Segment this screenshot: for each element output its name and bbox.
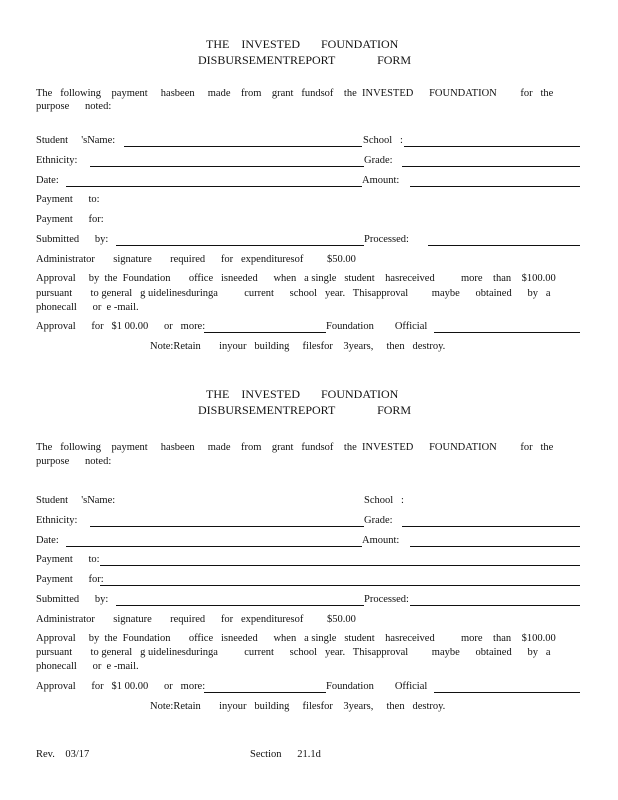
approval-for-label: Approval for $1 00.00 or more: — [36, 681, 206, 692]
payment-for-label: Payment for: — [36, 574, 104, 585]
payment-to-label: Payment to: — [36, 194, 100, 205]
submitted-by-field[interactable] — [116, 245, 364, 246]
ethnicity-field[interactable] — [90, 166, 364, 167]
form-title: THE INVESTED FOUNDATION — [206, 37, 399, 51]
student-name-label: Student 'sName: — [36, 495, 116, 506]
foundation-official-label: Foundation Official — [326, 321, 428, 332]
form-title: THE INVESTED FOUNDATION — [206, 387, 399, 401]
submitted-by-field[interactable] — [116, 605, 364, 606]
intro-text-line1: The following payment hasbeen made from grant fundsof the INVESTED FOUNDATION for the — [36, 442, 554, 453]
school-label: School : — [363, 135, 403, 146]
payment-to-field[interactable] — [100, 565, 580, 566]
school-field[interactable] — [404, 146, 580, 147]
grade-label: Grade: — [364, 515, 393, 526]
grade-field[interactable] — [402, 166, 580, 167]
admin-signature-note: Administrator signature required for expendituresof $50.00 — [36, 254, 356, 265]
foundation-official-field[interactable] — [434, 332, 580, 333]
approval-text-line1: Approval by the Foundation office isneeded when a single student hasreceived more than $100.00 — [36, 633, 556, 644]
grade-field[interactable] — [402, 526, 580, 527]
approval-text-line3: phonecall or e -mail. — [36, 302, 139, 313]
intro-text-line2: purpose noted: — [36, 101, 112, 112]
school-label: School : — [364, 495, 404, 506]
section-label: Section 21.1d — [250, 749, 321, 760]
approval-text-line3: phonecall or e -mail. — [36, 661, 139, 672]
form-subtitle: DISBURSEMENTREPORT FORM — [198, 53, 412, 67]
processed-field[interactable] — [410, 605, 580, 606]
payment-for-field[interactable] — [100, 585, 580, 586]
date-label: Date: — [36, 535, 59, 546]
payment-to-label: Payment to: — [36, 554, 100, 565]
retain-note: Note:Retain inyour building filesfor 3years, then destroy. — [150, 701, 446, 712]
ethnicity-label: Ethnicity: — [36, 515, 78, 526]
intro-text-line2: purpose noted: — [36, 456, 112, 467]
approval-signature-field[interactable] — [204, 692, 326, 693]
amount-label: Amount: — [362, 535, 400, 546]
student-name-field[interactable] — [124, 146, 362, 147]
processed-label: Processed: — [364, 594, 409, 605]
amount-label: Amount: — [362, 175, 400, 186]
revision-label: Rev. 03/17 — [36, 749, 90, 760]
intro-text-line1: The following payment hasbeen made from grant fundsof the INVESTED FOUNDATION for the — [36, 88, 554, 99]
form-subtitle: DISBURSEMENTREPORT FORM — [198, 403, 412, 417]
disbursement-form-2 — [0, 352, 618, 712]
submitted-by-label: Submitted by: — [36, 594, 109, 605]
date-label: Date: — [36, 175, 59, 186]
approval-text-line1: Approval by the Foundation office isneeded when a single student hasreceived more than $100.00 — [36, 273, 556, 284]
approval-text-line2: pursuant to general g uidelinesduringa current school year. Thisapproval maybe obtained by a — [36, 288, 551, 299]
ethnicity-field[interactable] — [90, 526, 364, 527]
approval-signature-field[interactable] — [204, 332, 326, 333]
disbursement-form-1 — [0, 0, 618, 360]
amount-field[interactable] — [410, 546, 580, 547]
retain-note: Note:Retain inyour building filesfor 3years, then destroy. — [150, 341, 446, 352]
student-name-label: Student 'sName: — [36, 135, 116, 146]
grade-label: Grade: — [364, 155, 393, 166]
date-field[interactable] — [66, 546, 362, 547]
foundation-official-label: Foundation Official — [326, 681, 428, 692]
approval-for-label: Approval for $1 00.00 or more: — [36, 321, 206, 332]
payment-for-label: Payment for: — [36, 214, 104, 225]
foundation-official-field[interactable] — [434, 692, 580, 693]
date-field[interactable] — [66, 186, 362, 187]
submitted-by-label: Submitted by: — [36, 234, 109, 245]
ethnicity-label: Ethnicity: — [36, 155, 78, 166]
approval-text-line2: pursuant to general g uidelinesduringa current school year. Thisapproval maybe obtained by a — [36, 647, 551, 658]
processed-label: Processed: — [364, 234, 409, 245]
processed-field[interactable] — [428, 245, 580, 246]
admin-signature-note: Administrator signature required for expendituresof $50.00 — [36, 614, 356, 625]
amount-field[interactable] — [410, 186, 580, 187]
